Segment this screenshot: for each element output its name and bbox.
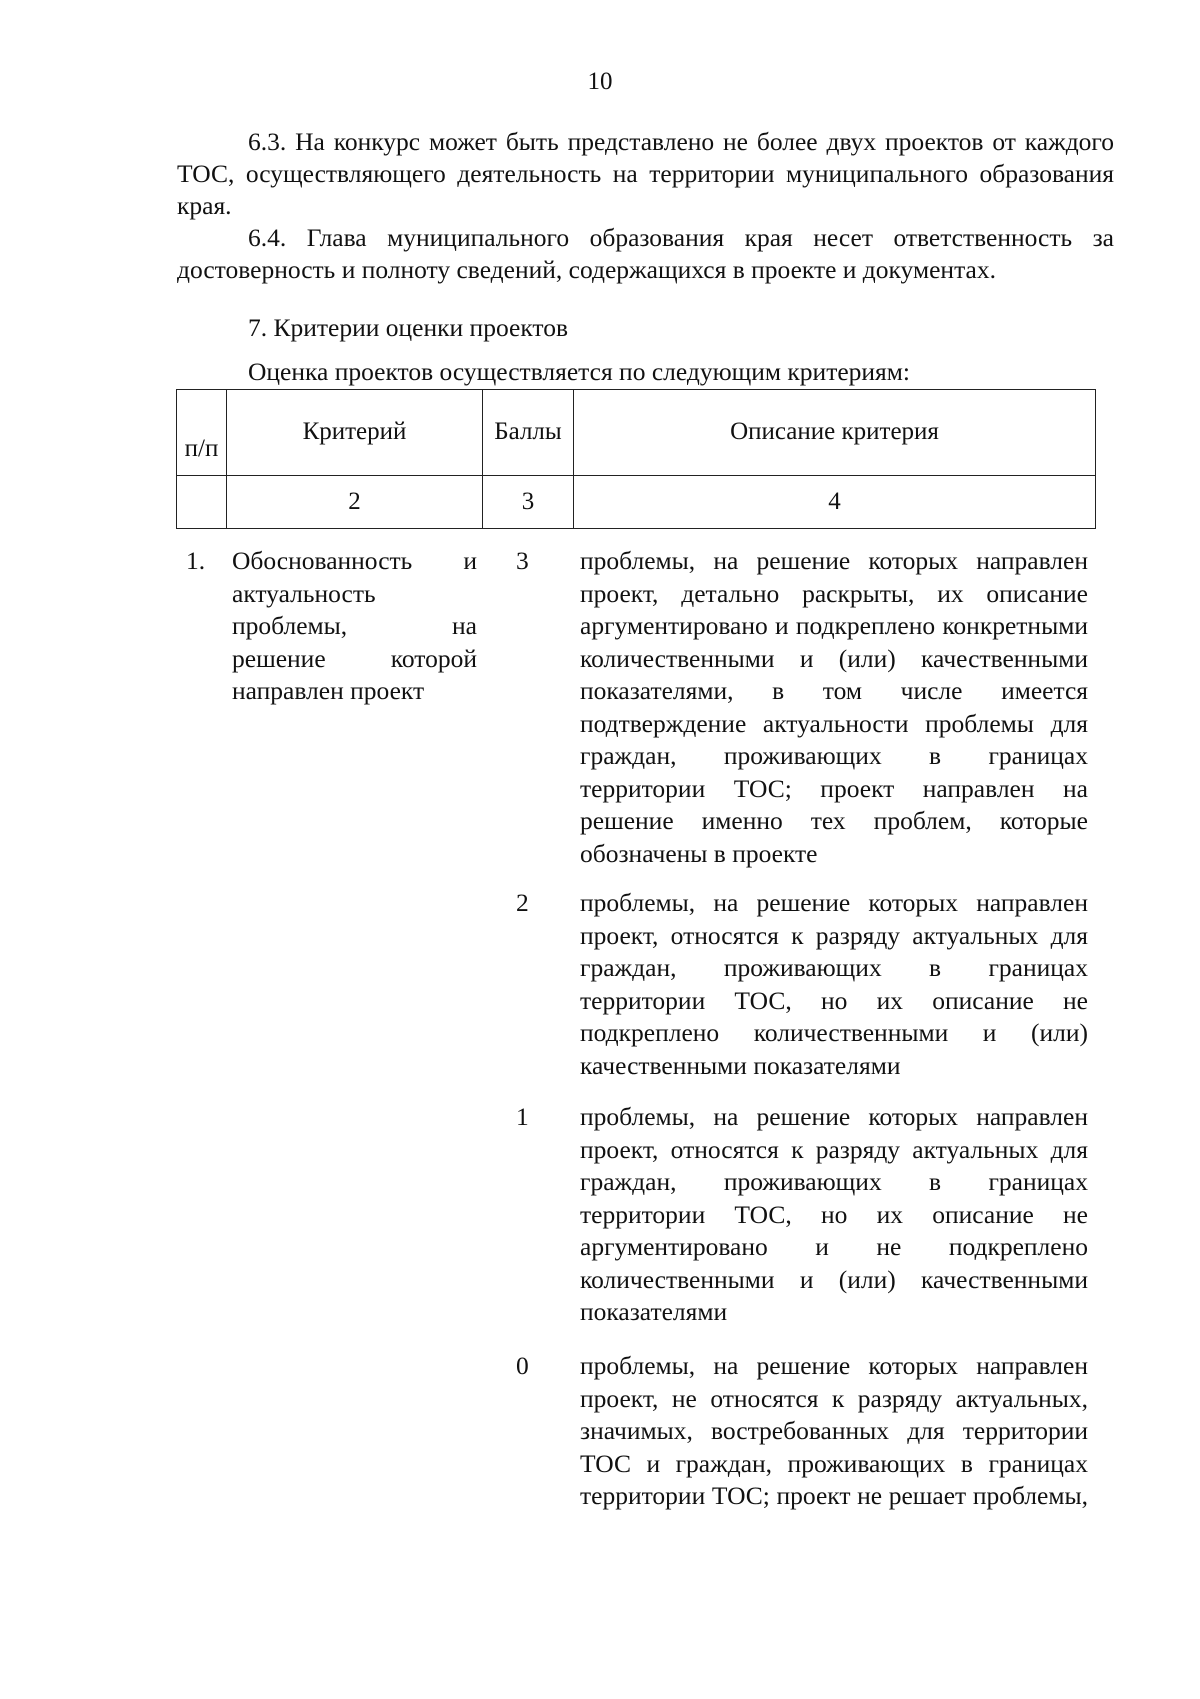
colnum-description: 4 — [574, 475, 1096, 528]
header-score: Баллы — [494, 418, 562, 445]
score-value: 0 — [516, 1351, 529, 1380]
paragraph-6-4: 6.4. Глава муниципального образования края несет ответственность за достоверность и полноту сведений, содержащихся в проекте и документах. — [177, 223, 1114, 284]
header-description-cell — [574, 390, 1096, 476]
header-description: Описание критерия — [730, 418, 939, 445]
header-num: п/п — [184, 434, 219, 462]
header-row — [177, 390, 1096, 476]
score-description: проблемы, на решение которых направлен проект, не относятся к разряду актуальных, значимых, востребованных для территории ТОС и граждан, проживающих в границах территории ТОС; проект не решает проблемы, — [580, 1351, 1088, 1510]
section-intro: Оценка проектов осуществляется по следующим критериям: — [248, 357, 911, 386]
header-num-cell — [177, 390, 227, 476]
score-value: 1 — [516, 1102, 529, 1131]
score-value: 3 — [516, 546, 529, 575]
score-description: проблемы, на решение которых направлен проект, относятся к разряду актуальных для граждан, проживающих в границах территории ТОС, но их описание не аргументировано и не подкреплено количественными и (или) качественными показателями — [580, 1102, 1088, 1326]
page-number: 10 — [587, 68, 613, 95]
colnum-criterion: 2 — [227, 475, 483, 528]
row-number: 1. — [186, 546, 206, 575]
column-number-row — [177, 475, 1096, 528]
header-score-cell — [483, 390, 574, 476]
criterion-text: Обоснованность и актуальность проблемы, на решение которой направлен проект — [232, 546, 477, 705]
colnum-score: 3 — [483, 475, 574, 528]
paragraph-6-3: 6.3. На конкурс может быть представлено не более двух проектов от каждого ТОС, осуществляющего деятельность на территории муниципального образования края. — [177, 127, 1114, 220]
header-criterion-cell — [227, 390, 483, 476]
header-criterion: Критерий — [302, 418, 407, 445]
score-description: проблемы, на решение которых направлен проект, детально раскрыты, их описание аргументировано и подкреплено конкретными количественными и (или) качественными показателями, в том числе имеется подтверждение актуальности проблемы для граждан, проживающих в границах территории ТОС; проект направлен на решение именно тех проблем, которые обозначены в проекте — [580, 546, 1088, 868]
criteria-table-header — [176, 389, 1096, 529]
section-title: 7. Критерии оценки проектов — [248, 313, 568, 342]
score-value: 2 — [516, 888, 529, 917]
score-description: проблемы, на решение которых направлен проект, относятся к разряду актуальных для граждан, проживающих в границах территории ТОС, но их описание не подкреплено количественными и (или) качественными показателями — [580, 888, 1088, 1080]
colnum-num — [177, 475, 227, 528]
